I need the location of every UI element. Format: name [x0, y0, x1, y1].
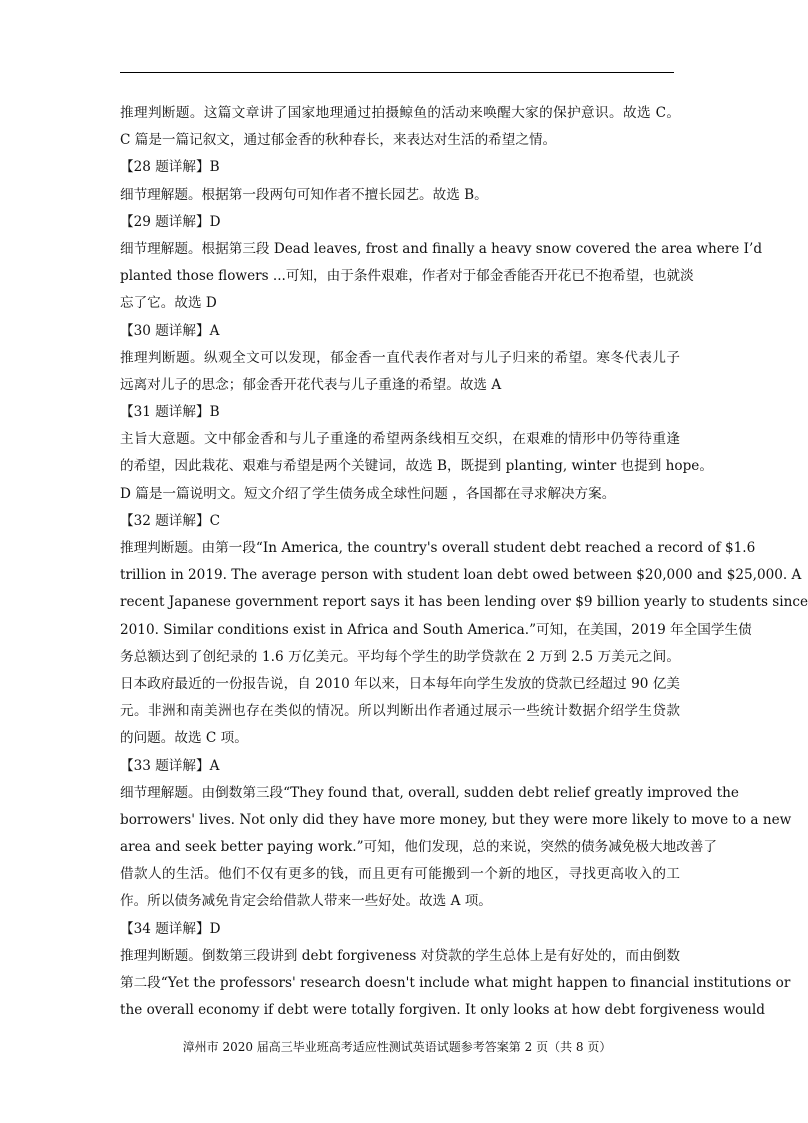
paragraph-line: 细节理解题。根据第三段 Dead leaves, frost and finally a heavy snow covered the area where I’d [120, 240, 763, 257]
document-body [120, 100, 808, 1024]
question-heading: 【29 题详解】D [120, 213, 221, 230]
paragraph-line: 元。非洲和南美洲也存在类似的情况。所以判断出作者通过展示一些统计数据介绍学生贷款 [120, 703, 680, 720]
question-heading: 【30 题详解】A [120, 322, 220, 339]
paragraph-line: 的问题。故选 C 项。 [120, 730, 248, 747]
paragraph-line: 推理判断题。由第一段“In America, the country's overall student debt reached a record of $1.6 [120, 540, 756, 556]
paragraph-line: area and seek better paying work.”可知，他们发现，总的来说，突然的债务减免极大地改善了 [120, 839, 717, 856]
paragraph-line: 细节理解题。根据第一段两句可知作者不擅长园艺。故选 B。 [120, 186, 488, 203]
question-heading: 【34 题详解】D [120, 920, 221, 937]
paragraph-line: 推理判断题。倒数第三段讲到 debt forgiveness 对贷款的学生总体上是有好处的，而由倒数 [120, 947, 680, 964]
question-heading: 【31 题详解】B [120, 404, 220, 421]
paragraph-line: borrowers' lives. Not only did they have more money, but they were more likely to move to a new [120, 811, 792, 828]
paragraph-line: 第二段“Yet the professors' research doesn't include what might happen to financial institutions or [120, 975, 791, 991]
paragraph-line: trillion in 2019. The average person with student loan debt owed between $20,000 and $25,000. A [120, 567, 802, 584]
question-heading: 【32 题详解】C [120, 512, 220, 529]
paragraph-line: 远离对儿子的思念；郁金香开花代表与儿子重逢的希望。故选 A [120, 376, 502, 393]
question-heading: 【28 题详解】B [120, 159, 220, 176]
paragraph-line: 细节理解题。由倒数第三段“They found that, overall, sudden debt relief greatly improved the [120, 784, 739, 801]
paragraph-line: planted those flowers ...可知，由于条件艰难，作者对于郁金香能否开花已不抱希望，也就淡 [120, 268, 694, 285]
header-rule [120, 72, 674, 73]
paragraph-line: 主旨大意题。文中郁金香和与儿子重逢的希望两条线相互交织，在艰难的情形中仍等待重逢 [120, 431, 680, 448]
paragraph-line: recent Japanese government report says it has been lending over $9 billion yearly to students since [120, 594, 808, 611]
paragraph-line: C 篇是一篇记叙文，通过郁金香的秋种春长，来表达对生活的希望之情。 [120, 132, 557, 149]
paragraph-line: 2010. Similar conditions exist in Africa and South America.”可知，在美国，2019 年全国学生债 [120, 621, 752, 638]
paragraph-line: 作。所以债务减免肯定会给借款人带来一些好处。故选 A 项。 [120, 893, 492, 910]
paragraph-line: 推理判断题。这篇文章讲了国家地理通过拍摄鲸鱼的活动来唤醒大家的保护意识。故选 C。 [120, 105, 680, 121]
paragraph-line: 务总额达到了创纪录的 1.6 万亿美元。平均每个学生的助学贷款在 2 万到 2.5 万美元之间。 [120, 648, 680, 665]
paragraph-line: 借款人的生活。他们不仅有更多的钱，而且更有可能搬到一个新的地区，寻找更高收入的工 [120, 866, 680, 883]
paragraph-line: D 篇是一篇说明文。短文介绍了学生债务成全球性问题 ，各国都在寻求解决方案。 [120, 485, 616, 502]
paragraph-line: 推理判断题。纵观全文可以发现，郁金香一直代表作者对与儿子归来的希望。寒冬代表儿子 [120, 349, 680, 366]
paragraph-line: 的希望，因此栽花、艰难与希望是两个关键词，故选 B，既提到 planting, winter 也提到 hope。 [120, 458, 713, 475]
page-footer: 漳州市 2020 届高三毕业班高考适应性测试英语试题参考答案第 2 页（共 8 页） [182, 1040, 612, 1054]
paragraph-line: 忘了它。故选 D [120, 295, 217, 312]
paragraph-line: the overall economy if debt were totally forgiven. It only looks at how debt forgiveness would [120, 1002, 765, 1019]
paragraph-line: 日本政府最近的一份报告说，自 2010 年以来，日本每年向学生发放的贷款已经超过 90 亿美 [120, 675, 680, 692]
question-heading: 【33 题详解】A [120, 757, 220, 774]
